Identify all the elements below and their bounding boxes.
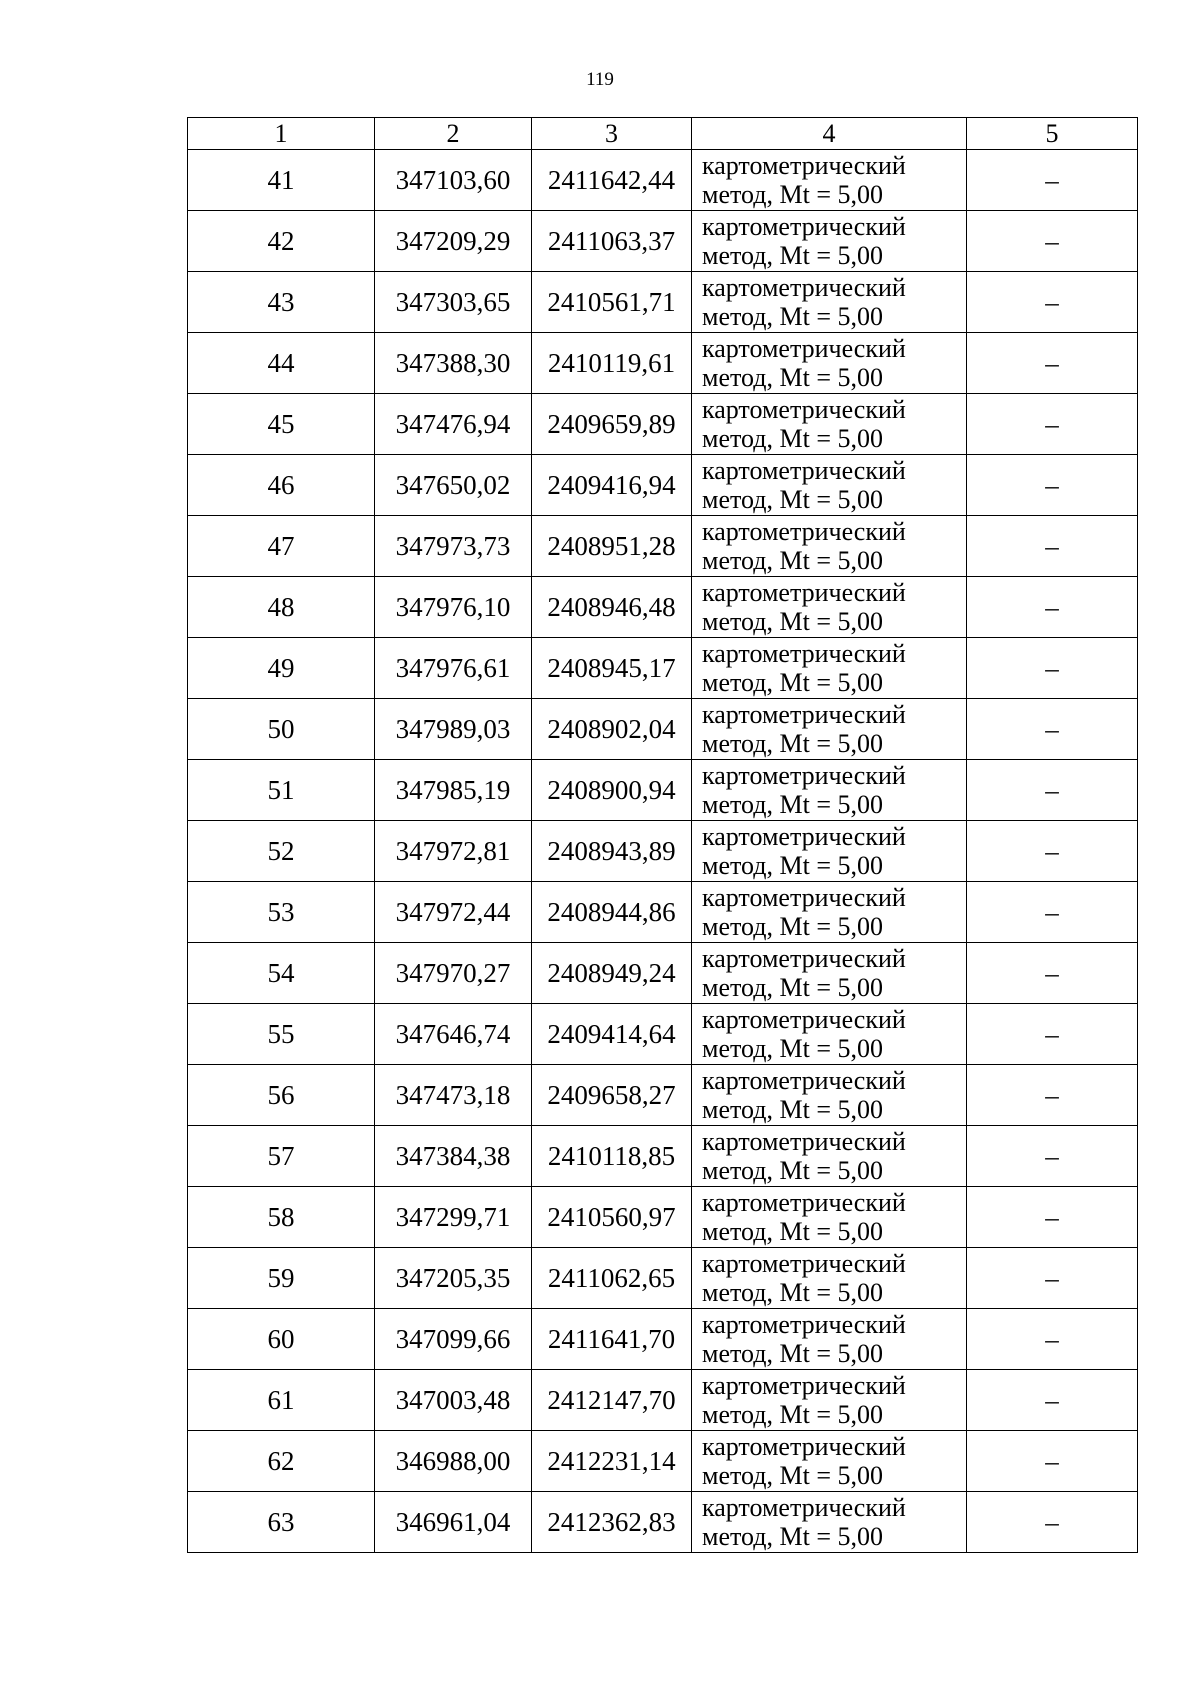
coordinate-x-cell: 347099,66 [375, 1309, 532, 1370]
note-cell: – [967, 821, 1138, 882]
table-row [188, 1492, 1138, 1553]
note-cell: – [967, 1126, 1138, 1187]
coordinate-x-cell: 347646,74 [375, 1004, 532, 1065]
header-cell-1: 1 [188, 118, 375, 150]
note-cell: – [967, 394, 1138, 455]
table-row [188, 1309, 1138, 1370]
coordinate-y-cell: 2411642,44 [532, 150, 692, 211]
coordinate-x-cell: 346961,04 [375, 1492, 532, 1553]
method-name-text: картометрический [702, 1371, 906, 1400]
point-number-cell: 42 [188, 211, 375, 272]
method-cell [692, 333, 967, 394]
coordinate-y-cell: 2408945,17 [532, 638, 692, 699]
method-name-text: картометрический [702, 334, 906, 363]
point-number-cell: 47 [188, 516, 375, 577]
method-cell [692, 1492, 967, 1553]
method-cell [692, 1126, 967, 1187]
point-number-cell: 41 [188, 150, 375, 211]
point-number-cell: 58 [188, 1187, 375, 1248]
method-accuracy-text: метод, Mt = 5,00 [702, 1217, 883, 1246]
method-accuracy-text: метод, Mt = 5,00 [702, 1278, 883, 1307]
method-accuracy-text: метод, Mt = 5,00 [702, 912, 883, 941]
coordinate-x-cell: 346988,00 [375, 1431, 532, 1492]
method-accuracy-text: метод, Mt = 5,00 [702, 180, 883, 209]
method-cell [692, 1309, 967, 1370]
coordinate-x-cell: 347303,65 [375, 272, 532, 333]
coordinate-x-cell: 347384,38 [375, 1126, 532, 1187]
method-accuracy-text: метод, Mt = 5,00 [702, 424, 883, 453]
note-cell: – [967, 1248, 1138, 1309]
point-number-cell: 48 [188, 577, 375, 638]
point-number-cell: 51 [188, 760, 375, 821]
coordinate-x-cell: 347650,02 [375, 455, 532, 516]
method-cell [692, 1431, 967, 1492]
method-cell [692, 1187, 967, 1248]
coordinate-x-cell: 347209,29 [375, 211, 532, 272]
header-cell-5: 5 [967, 118, 1138, 150]
method-accuracy-text: метод, Mt = 5,00 [702, 1461, 883, 1490]
method-name-text: картометрический [702, 822, 906, 851]
method-name-text: картометрический [702, 1066, 906, 1095]
coordinate-y-cell: 2409416,94 [532, 455, 692, 516]
method-accuracy-text: метод, Mt = 5,00 [702, 1339, 883, 1368]
table-row [188, 1065, 1138, 1126]
method-name-text: картометрический [702, 1188, 906, 1217]
note-cell: – [967, 211, 1138, 272]
method-name-text: картометрический [702, 639, 906, 668]
coordinate-y-cell: 2408900,94 [532, 760, 692, 821]
method-name-text: картометрический [702, 578, 906, 607]
method-accuracy-text: метод, Mt = 5,00 [702, 485, 883, 514]
method-cell [692, 150, 967, 211]
coordinate-y-cell: 2412362,83 [532, 1492, 692, 1553]
note-cell: – [967, 1004, 1138, 1065]
point-number-cell: 49 [188, 638, 375, 699]
table-row [188, 821, 1138, 882]
method-cell [692, 272, 967, 333]
point-number-cell: 59 [188, 1248, 375, 1309]
method-name-text: картометрический [702, 151, 906, 180]
coordinate-x-cell: 347976,10 [375, 577, 532, 638]
coordinate-y-cell: 2409658,27 [532, 1065, 692, 1126]
method-name-text: картометрический [702, 273, 906, 302]
point-number-cell: 43 [188, 272, 375, 333]
coordinate-y-cell: 2410560,97 [532, 1187, 692, 1248]
table-row [188, 272, 1138, 333]
method-cell [692, 1248, 967, 1309]
coordinates-table-body [188, 118, 1138, 1553]
coordinate-x-cell: 347476,94 [375, 394, 532, 455]
coordinate-x-cell: 347970,27 [375, 943, 532, 1004]
table-row [188, 394, 1138, 455]
note-cell: – [967, 1370, 1138, 1431]
coordinate-y-cell: 2408951,28 [532, 516, 692, 577]
point-number-cell: 44 [188, 333, 375, 394]
method-cell [692, 821, 967, 882]
method-cell [692, 394, 967, 455]
table-row [188, 882, 1138, 943]
coordinate-x-cell: 347473,18 [375, 1065, 532, 1126]
method-cell [692, 516, 967, 577]
method-cell [692, 577, 967, 638]
coordinate-x-cell: 347985,19 [375, 760, 532, 821]
note-cell: – [967, 1492, 1138, 1553]
method-accuracy-text: метод, Mt = 5,00 [702, 1034, 883, 1063]
method-cell [692, 638, 967, 699]
coordinate-y-cell: 2409414,64 [532, 1004, 692, 1065]
note-cell: – [967, 943, 1138, 1004]
note-cell: – [967, 760, 1138, 821]
coordinate-y-cell: 2409659,89 [532, 394, 692, 455]
coordinate-x-cell: 347972,81 [375, 821, 532, 882]
coordinate-y-cell: 2411062,65 [532, 1248, 692, 1309]
method-name-text: картометрический [702, 1493, 906, 1522]
coordinate-y-cell: 2408944,86 [532, 882, 692, 943]
table-header-row [188, 118, 1138, 150]
coordinate-y-cell: 2411641,70 [532, 1309, 692, 1370]
coordinate-x-cell: 347972,44 [375, 882, 532, 943]
method-accuracy-text: метод, Mt = 5,00 [702, 1095, 883, 1124]
note-cell: – [967, 516, 1138, 577]
point-number-cell: 46 [188, 455, 375, 516]
method-cell [692, 1065, 967, 1126]
method-name-text: картометрический [702, 1249, 906, 1278]
header-cell-3: 3 [532, 118, 692, 150]
point-number-cell: 61 [188, 1370, 375, 1431]
point-number-cell: 52 [188, 821, 375, 882]
note-cell: – [967, 272, 1138, 333]
table-row [188, 943, 1138, 1004]
note-cell: – [967, 577, 1138, 638]
method-accuracy-text: метод, Mt = 5,00 [702, 729, 883, 758]
coordinate-x-cell: 347973,73 [375, 516, 532, 577]
method-cell [692, 1004, 967, 1065]
method-name-text: картометрический [702, 700, 906, 729]
table-row [188, 333, 1138, 394]
note-cell: – [967, 1309, 1138, 1370]
note-cell: – [967, 699, 1138, 760]
method-accuracy-text: метод, Mt = 5,00 [702, 851, 883, 880]
coordinate-x-cell: 347103,60 [375, 150, 532, 211]
coordinate-y-cell: 2410561,71 [532, 272, 692, 333]
table-row [188, 699, 1138, 760]
coordinate-y-cell: 2408946,48 [532, 577, 692, 638]
coordinate-y-cell: 2408949,24 [532, 943, 692, 1004]
coordinate-x-cell: 347976,61 [375, 638, 532, 699]
table-row [188, 1126, 1138, 1187]
coordinates-table [187, 117, 1138, 1553]
method-accuracy-text: метод, Mt = 5,00 [702, 668, 883, 697]
header-cell-4: 4 [692, 118, 967, 150]
method-cell [692, 455, 967, 516]
coordinate-y-cell: 2412147,70 [532, 1370, 692, 1431]
note-cell: – [967, 638, 1138, 699]
coordinate-x-cell: 347205,35 [375, 1248, 532, 1309]
coordinate-y-cell: 2408943,89 [532, 821, 692, 882]
coordinate-y-cell: 2408902,04 [532, 699, 692, 760]
method-name-text: картометрический [702, 517, 906, 546]
method-cell [692, 699, 967, 760]
coordinate-x-cell: 347003,48 [375, 1370, 532, 1431]
method-accuracy-text: метод, Mt = 5,00 [702, 607, 883, 636]
method-accuracy-text: метод, Mt = 5,00 [702, 1156, 883, 1185]
method-accuracy-text: метод, Mt = 5,00 [702, 1400, 883, 1429]
method-name-text: картометрический [702, 1432, 906, 1461]
point-number-cell: 60 [188, 1309, 375, 1370]
coordinate-x-cell: 347388,30 [375, 333, 532, 394]
method-name-text: картометрический [702, 761, 906, 790]
method-cell [692, 1370, 967, 1431]
table-row [188, 211, 1138, 272]
point-number-cell: 62 [188, 1431, 375, 1492]
table-row [188, 455, 1138, 516]
table-row [188, 1370, 1138, 1431]
point-number-cell: 57 [188, 1126, 375, 1187]
method-accuracy-text: метод, Mt = 5,00 [702, 973, 883, 1002]
method-name-text: картометрический [702, 883, 906, 912]
note-cell: – [967, 150, 1138, 211]
method-name-text: картометрический [702, 1310, 906, 1339]
note-cell: – [967, 1065, 1138, 1126]
coordinate-y-cell: 2410118,85 [532, 1126, 692, 1187]
table-row [188, 1004, 1138, 1065]
table-row [188, 577, 1138, 638]
coordinate-x-cell: 347299,71 [375, 1187, 532, 1248]
coordinate-y-cell: 2410119,61 [532, 333, 692, 394]
point-number-cell: 45 [188, 394, 375, 455]
method-accuracy-text: метод, Mt = 5,00 [702, 363, 883, 392]
table-row [188, 1431, 1138, 1492]
table-row [188, 516, 1138, 577]
note-cell: – [967, 455, 1138, 516]
method-accuracy-text: метод, Mt = 5,00 [702, 241, 883, 270]
method-name-text: картометрический [702, 212, 906, 241]
point-number-cell: 50 [188, 699, 375, 760]
point-number-cell: 56 [188, 1065, 375, 1126]
note-cell: – [967, 1187, 1138, 1248]
method-name-text: картометрический [702, 395, 906, 424]
note-cell: – [967, 882, 1138, 943]
table-row [188, 1187, 1138, 1248]
coordinate-y-cell: 2412231,14 [532, 1431, 692, 1492]
table-row [188, 760, 1138, 821]
coordinate-x-cell: 347989,03 [375, 699, 532, 760]
method-accuracy-text: метод, Mt = 5,00 [702, 1522, 883, 1551]
point-number-cell: 54 [188, 943, 375, 1004]
point-number-cell: 55 [188, 1004, 375, 1065]
method-name-text: картометрический [702, 1127, 906, 1156]
note-cell: – [967, 1431, 1138, 1492]
method-cell [692, 943, 967, 1004]
table-row [188, 638, 1138, 699]
method-accuracy-text: метод, Mt = 5,00 [702, 302, 883, 331]
table-row [188, 1248, 1138, 1309]
method-cell [692, 760, 967, 821]
method-accuracy-text: метод, Mt = 5,00 [702, 546, 883, 575]
method-name-text: картометрический [702, 1005, 906, 1034]
coordinate-y-cell: 2411063,37 [532, 211, 692, 272]
header-cell-2: 2 [375, 118, 532, 150]
method-name-text: картометрический [702, 456, 906, 485]
method-cell [692, 211, 967, 272]
table-row [188, 150, 1138, 211]
note-cell: – [967, 333, 1138, 394]
point-number-cell: 53 [188, 882, 375, 943]
method-cell [692, 882, 967, 943]
method-name-text: картометрический [702, 944, 906, 973]
point-number-cell: 63 [188, 1492, 375, 1553]
method-accuracy-text: метод, Mt = 5,00 [702, 790, 883, 819]
page-number: 119 [586, 69, 614, 90]
